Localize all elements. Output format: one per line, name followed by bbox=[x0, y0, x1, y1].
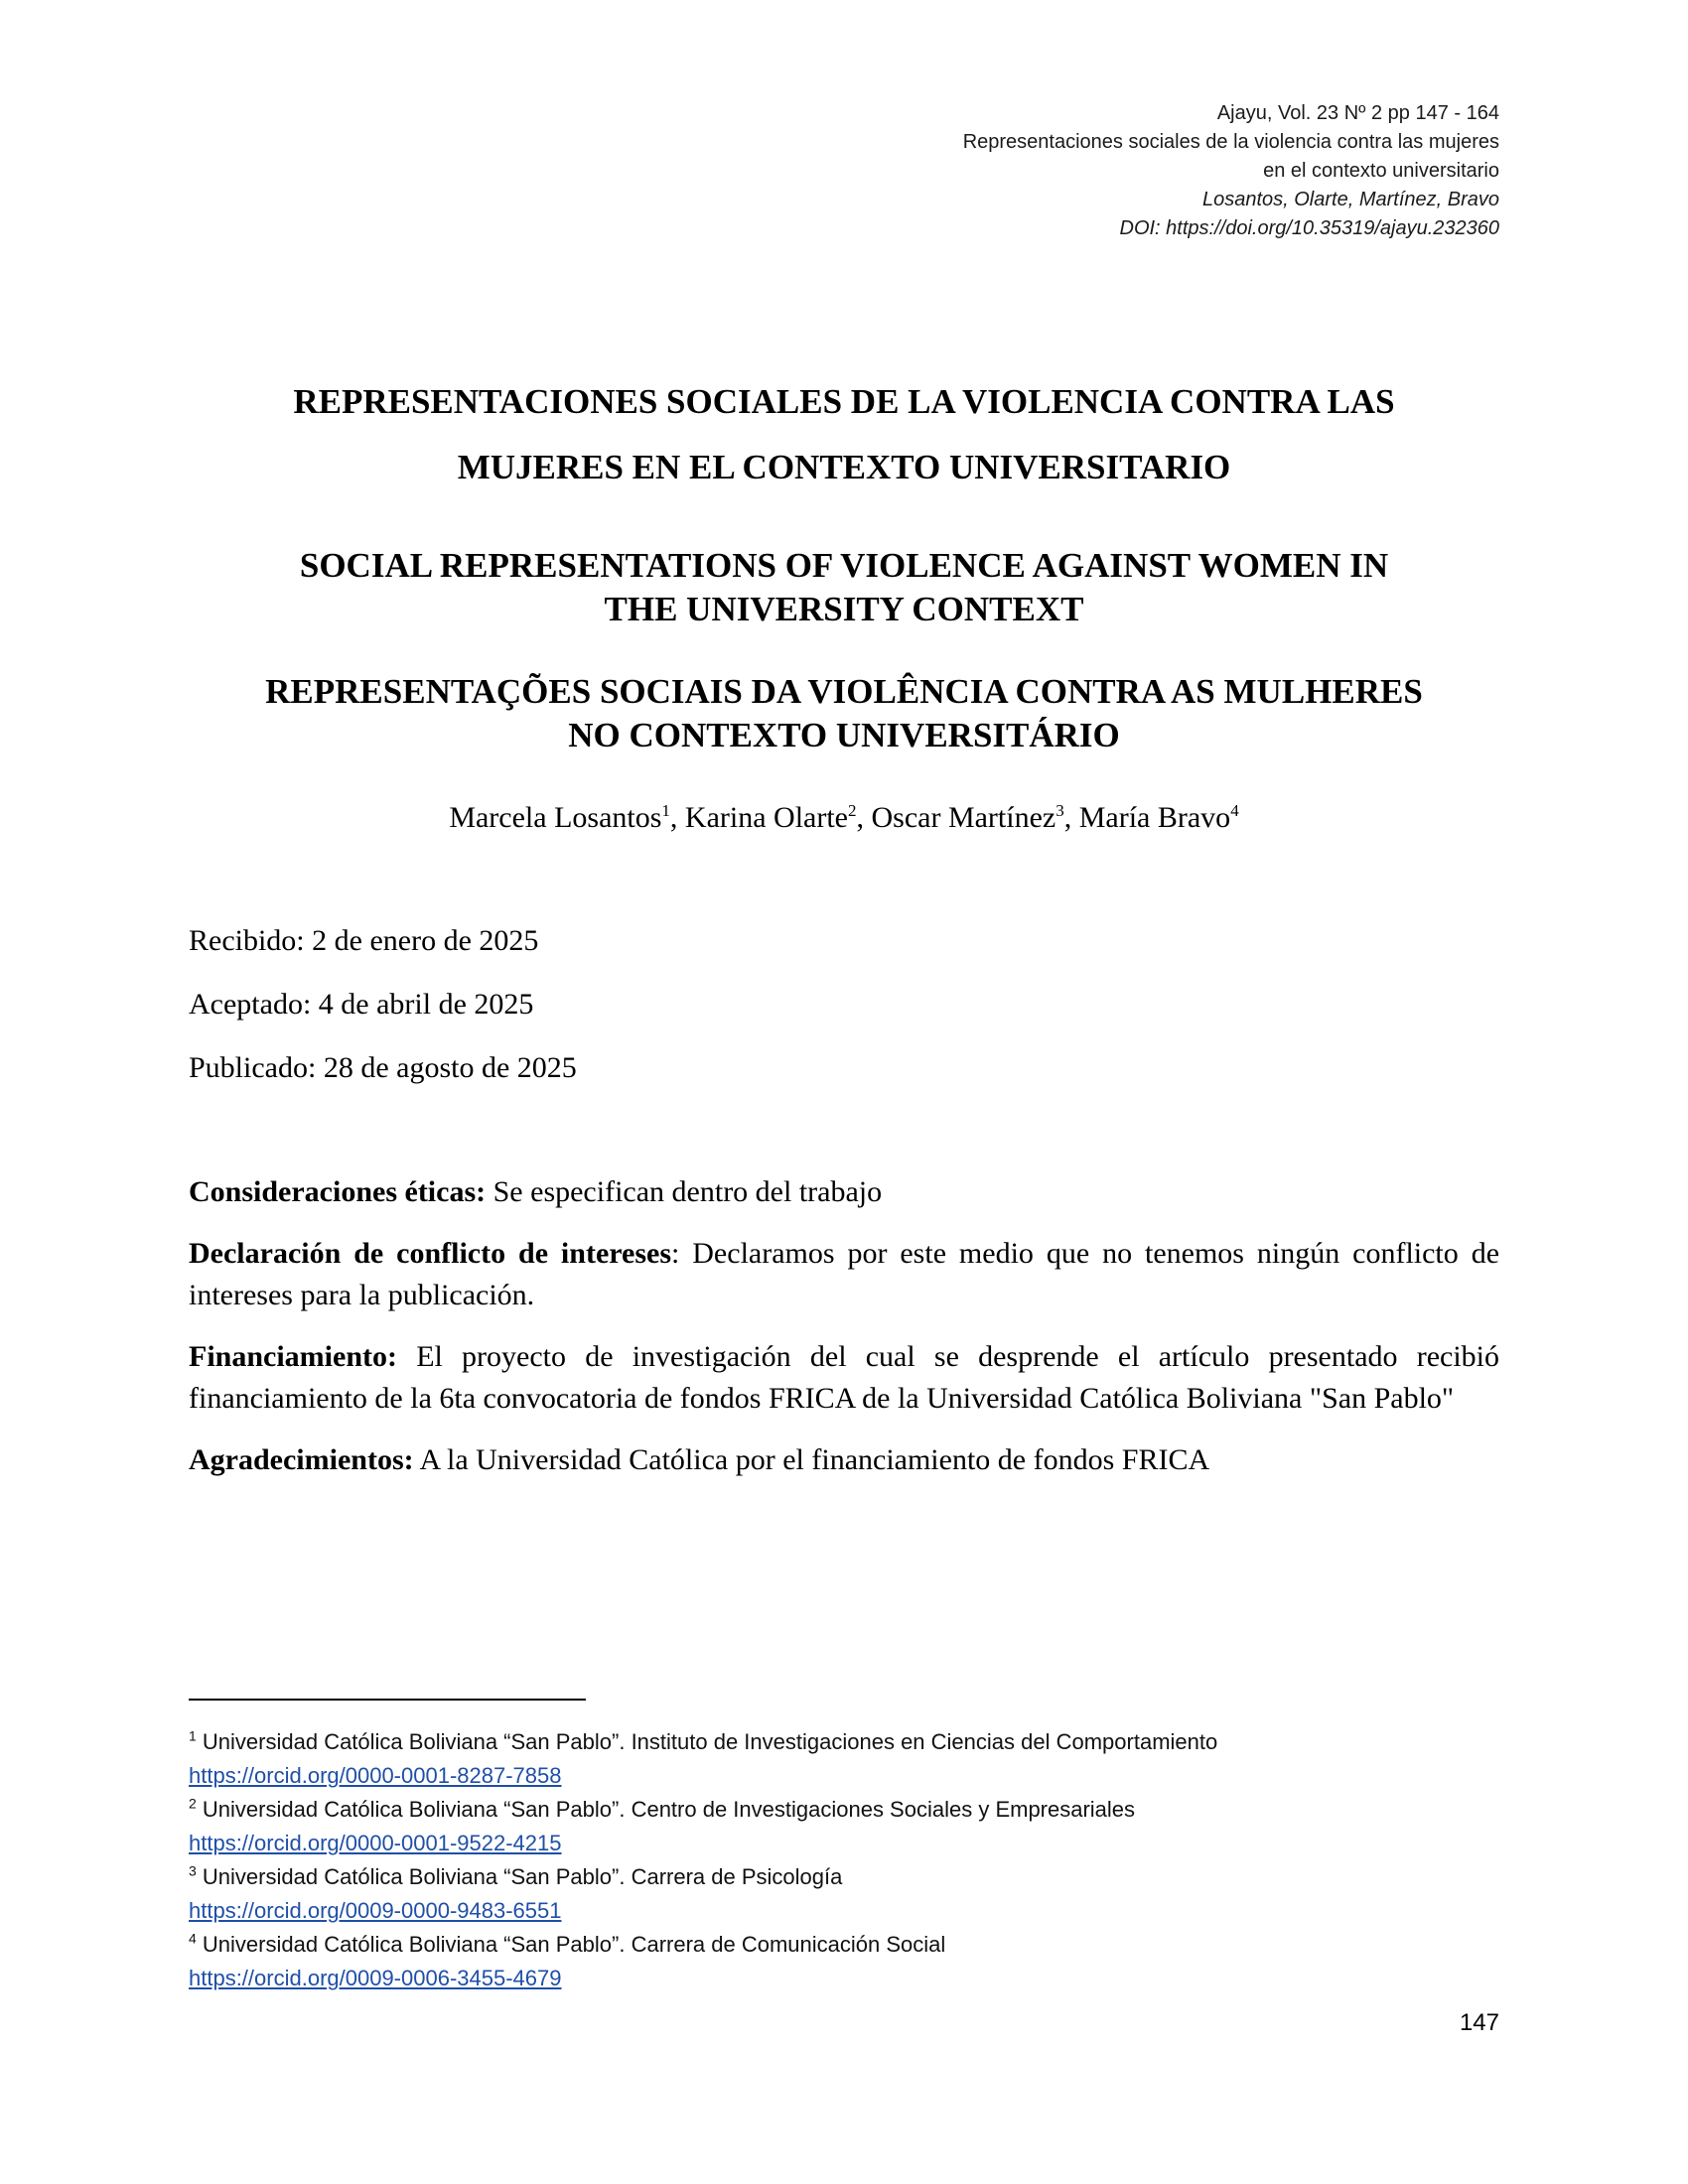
author-name: María Bravo bbox=[1078, 801, 1231, 834]
author-affiliation-mark: 4 bbox=[1230, 801, 1239, 820]
orcid-link[interactable]: https://orcid.org/0009-0006-3455-4679 bbox=[189, 1966, 562, 1990]
received-date: Recibido: 2 de enero de 2025 bbox=[189, 924, 539, 957]
title-es-line-2: MUJERES EN EL CONTEXTO UNIVERSITARIO bbox=[457, 448, 1231, 486]
footnote-text: Universidad Católica Boliviana “San Pablo”. Instituto de Investigaciones en Ciencias del Comportamiento bbox=[196, 1729, 1218, 1754]
orcid-link[interactable]: https://orcid.org/0009-0000-9483-6551 bbox=[189, 1898, 562, 1923]
funding-statement bbox=[189, 1336, 1499, 1420]
title-spanish bbox=[189, 369, 1499, 500]
footnote-text: Universidad Católica Boliviana “San Pablo”. Carrera de Comunicación Social bbox=[196, 1932, 946, 1957]
author-separator: , bbox=[856, 801, 872, 834]
conflict-label: Declaración de conflicto de intereses bbox=[189, 1237, 672, 1270]
author bbox=[1079, 801, 1239, 834]
journal-line: Ajayu, Vol. 23 Nº 2 pp 147 - 164 bbox=[1216, 102, 1499, 124]
short-title-line-2: en el contexto universitario bbox=[1263, 160, 1499, 182]
author bbox=[871, 801, 1078, 834]
title-pt-line-1: REPRESENTAÇÕES SOCIAIS DA VIOLÊNCIA CONTRA AS MULHERES bbox=[265, 672, 1423, 711]
title-en-line-1: SOCIAL REPRESENTATIONS OF VIOLENCE AGAINST WOMEN IN bbox=[299, 546, 1389, 585]
title-pt-line-2: NO CONTEXTO UNIVERSITÁRIO bbox=[568, 716, 1120, 754]
author-affiliation-mark: 1 bbox=[661, 801, 670, 820]
author-affiliation-mark: 2 bbox=[847, 801, 857, 820]
footnote-mark: 2 bbox=[189, 1795, 197, 1812]
published-date: Publicado: 28 de agosto de 2025 bbox=[189, 1051, 577, 1084]
title-english bbox=[189, 544, 1499, 631]
thanks-statement bbox=[189, 1439, 1499, 1481]
author-name: Marcela Losantos bbox=[449, 801, 662, 834]
short-title-line-1: Representaciones sociales de la violencia contra las mujeres bbox=[962, 131, 1499, 153]
accepted-date: Aceptado: 4 de abril de 2025 bbox=[189, 988, 534, 1021]
author-separator: , bbox=[1063, 801, 1079, 834]
ethics-label: Consideraciones éticas: bbox=[189, 1175, 487, 1208]
ethics-statement bbox=[189, 1171, 1499, 1213]
footnote-text: Universidad Católica Boliviana “San Pablo”. Centro de Investigaciones Sociales y Empresariales bbox=[196, 1797, 1136, 1822]
declarations bbox=[189, 1171, 1499, 1501]
ethics-text: Se especifican dentro del trabajo bbox=[486, 1175, 883, 1208]
footnote-mark: 4 bbox=[189, 1930, 197, 1947]
footnote bbox=[189, 1860, 1499, 1928]
thanks-text: A la Universidad Católica por el financiamiento de fondos FRICA bbox=[413, 1443, 1210, 1476]
publication-dates bbox=[189, 921, 1499, 1112]
conflict-statement bbox=[189, 1233, 1499, 1316]
title-portuguese bbox=[189, 670, 1499, 757]
footnote bbox=[189, 1793, 1499, 1860]
thanks-label: Agradecimientos: bbox=[189, 1443, 414, 1476]
funding-label: Financiamiento: bbox=[189, 1340, 397, 1373]
author-name: Karina Olarte bbox=[684, 801, 848, 834]
author-name: Oscar Martínez bbox=[871, 801, 1056, 834]
author-separator: , bbox=[669, 801, 685, 834]
conflict-text: : Declaramos por este medio que no tenemos ningún conflicto de intereses para la publicación. bbox=[189, 1237, 1500, 1311]
footnote-mark: 3 bbox=[189, 1862, 197, 1879]
footnotes bbox=[189, 1725, 1499, 1995]
author-list bbox=[189, 798, 1499, 838]
title-en-line-2: THE UNIVERSITY CONTEXT bbox=[604, 590, 1084, 628]
footnote bbox=[189, 1725, 1499, 1793]
orcid-link[interactable]: https://orcid.org/0000-0001-8287-7858 bbox=[189, 1763, 562, 1788]
footnote bbox=[189, 1928, 1499, 1995]
authors-short: Losantos, Olarte, Martínez, Bravo bbox=[1201, 189, 1499, 210]
footnote-text: Universidad Católica Boliviana “San Pablo”. Carrera de Psicología bbox=[196, 1864, 843, 1889]
running-header bbox=[606, 99, 1499, 243]
funding-text: El proyecto de investigación del cual se desprende el artículo presentado recibió financiamiento de la 6ta convocatoria de fondos FRICA de la Universidad Católica Boliviana "San Pablo" bbox=[189, 1340, 1499, 1415]
author-affiliation-mark: 3 bbox=[1055, 801, 1064, 820]
doi-line: DOI: https://doi.org/10.35319/ajayu.232360 bbox=[1119, 217, 1499, 239]
footnote-mark: 1 bbox=[189, 1727, 197, 1744]
page-number: 147 bbox=[1459, 2009, 1499, 2036]
author bbox=[449, 801, 685, 834]
orcid-link[interactable]: https://orcid.org/0000-0001-9522-4215 bbox=[189, 1831, 562, 1855]
footnote-divider bbox=[189, 1699, 586, 1701]
author bbox=[685, 801, 872, 834]
title-es-line-1: REPRESENTACIONES SOCIALES DE LA VIOLENCIA CONTRA LAS bbox=[293, 382, 1395, 421]
